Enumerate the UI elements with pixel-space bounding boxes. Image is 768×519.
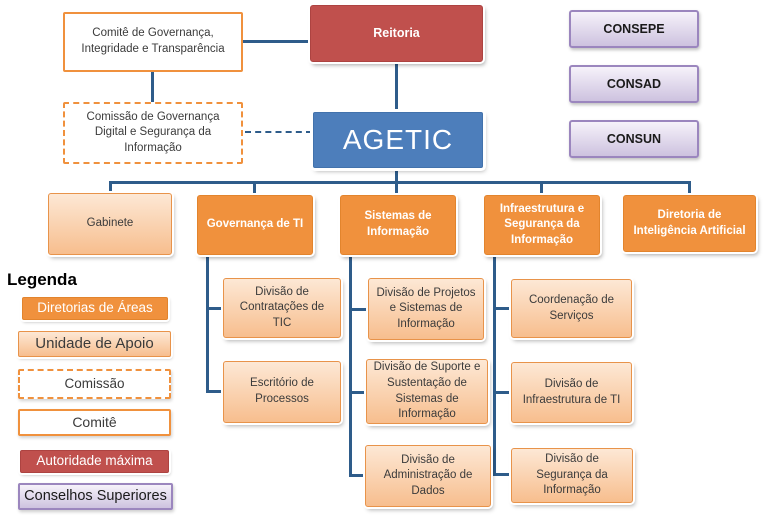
legend-item-unidade-de-apoio: Unidade de Apoio bbox=[18, 331, 171, 357]
node-reitoria: Reitoria bbox=[310, 5, 483, 62]
connector-drop-diretoria-ia bbox=[688, 181, 691, 195]
connector-stub-dados bbox=[349, 474, 365, 477]
connector-comissao-agetic-dashed bbox=[245, 131, 312, 133]
node-infraestrutura-seguranca: Infraestrutura e Segurança da Informação bbox=[484, 195, 600, 255]
node-agetic: AGETIC bbox=[313, 112, 483, 168]
node-divisao-seguranca-informacao: Divisão de Segurança da Informação bbox=[511, 448, 633, 503]
node-divisao-infraestrutura-ti: Divisão de Infraestrutura de TI bbox=[511, 362, 632, 423]
node-comite-governanca: Comitê de Governança, Integridade e Transparência bbox=[63, 12, 243, 72]
node-governanca-ti: Governança de TI bbox=[197, 195, 313, 255]
node-consun: CONSUN bbox=[569, 120, 699, 158]
node-comissao-governanca-digital: Comissão de Governança Digital e Segurança da Informação bbox=[63, 102, 243, 164]
legend-item-autoridade-maxima: Autoridade máxima bbox=[20, 450, 169, 473]
connector-comite-comissao bbox=[151, 71, 154, 102]
node-diretoria-inteligencia-artificial: Diretoria de Inteligência Artificial bbox=[623, 195, 756, 252]
node-escritorio-processos: Escritório de Processos bbox=[223, 361, 341, 423]
node-divisao-administracao-dados: Divisão de Administração de Dados bbox=[365, 445, 491, 507]
connector-infraestrutura-spine bbox=[493, 255, 496, 475]
node-sistemas-informacao: Sistemas de Informação bbox=[340, 195, 456, 255]
connector-stub-seguranca bbox=[493, 473, 511, 476]
connector-bus-horizontal bbox=[109, 181, 691, 184]
node-divisao-projetos-sistemas: Divisão de Projetos e Sistemas de Informação bbox=[368, 278, 484, 340]
connector-stub-projetos bbox=[349, 308, 368, 311]
connector-comite-reitoria bbox=[243, 40, 309, 43]
connector-drop-infraestrutura bbox=[540, 181, 543, 195]
node-divisao-contratacoes-tic: Divisão de Contratações de TIC bbox=[223, 278, 341, 338]
connector-drop-governanca bbox=[253, 181, 256, 195]
connector-sistemas-spine bbox=[349, 255, 352, 476]
legend-item-comite: Comitê bbox=[18, 409, 171, 436]
connector-stub-coordenacao bbox=[493, 307, 511, 310]
legend-item-conselhos-superiores: Conselhos Superiores bbox=[18, 483, 173, 510]
legend-item-comissao: Comissão bbox=[18, 369, 171, 399]
connector-drop-sistemas bbox=[395, 181, 398, 195]
connector-stub-infra-ti bbox=[493, 391, 511, 394]
node-divisao-suporte-sustentacao: Divisão de Suporte e Sustentação de Sistemas de Informação bbox=[366, 359, 488, 424]
connector-stub-escritorio bbox=[206, 390, 223, 393]
connector-reitoria-agetic bbox=[395, 62, 398, 112]
connector-governanca-spine bbox=[206, 255, 209, 392]
node-consad: CONSAD bbox=[569, 65, 699, 103]
node-gabinete: Gabinete bbox=[48, 193, 172, 255]
connector-stub-contratacoes bbox=[206, 307, 223, 310]
legend-item-diretorias-de-areas: Diretorias de Áreas bbox=[22, 297, 168, 320]
node-consepe: CONSEPE bbox=[569, 10, 699, 48]
legend-title: Legenda bbox=[7, 270, 77, 289]
node-coordenacao-servicos: Coordenação de Serviços bbox=[511, 279, 632, 338]
